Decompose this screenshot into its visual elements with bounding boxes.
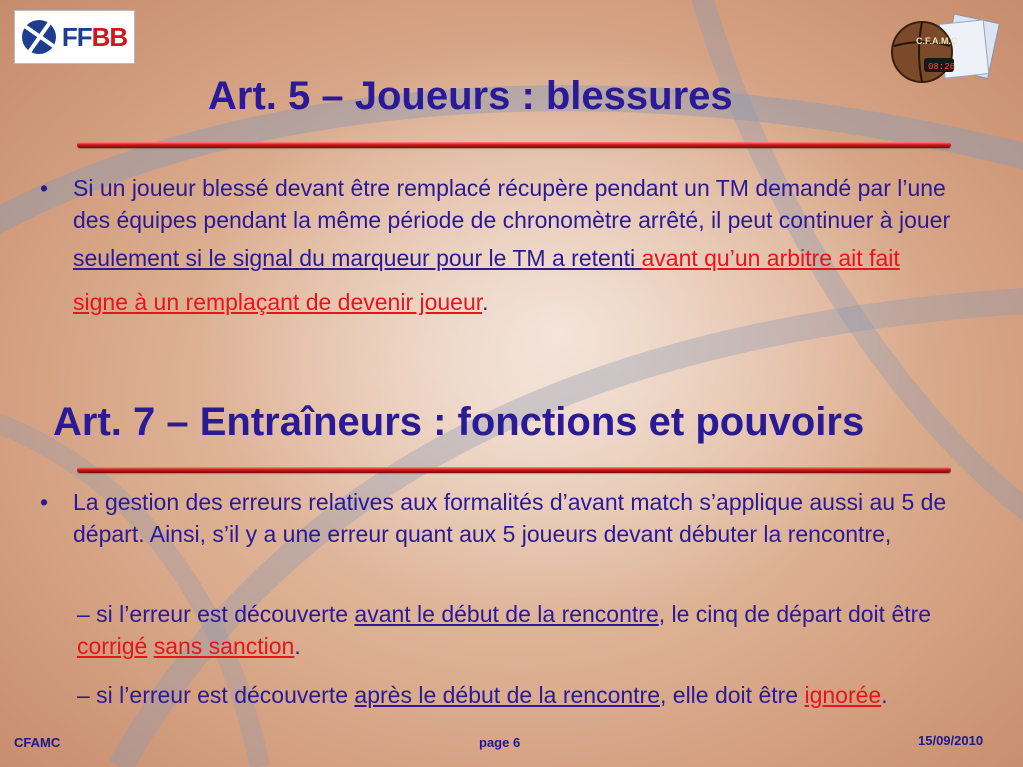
bullet-marker: • bbox=[40, 175, 49, 201]
cfamc-emblem-icon bbox=[890, 12, 1000, 88]
footer-organization: CFAMC bbox=[14, 735, 61, 750]
bullet-art7: • La gestion des erreurs relatives aux formalités d’avant match s’applique aussi au 5 de départ. Ainsi, s’il y a une erreur quant aux 5 joueurs devant débuter la rencontre, bbox=[73, 486, 1003, 550]
sub-item-after-start: – si l’erreur est découverte après le début de la rencontre, elle doit être ignorée. bbox=[77, 682, 888, 708]
bullet-art5: • Si un joueur blessé devant être remplacé récupère pendant un TM demandé par l’une des équipes pendant la même période de chronomètre arrêté, il peut continuer à jouer seulement si le signal du marqueur pour le TM a retenti avant qu’un arbitre ait fait signe à un remplaçant de devenir joueur. bbox=[73, 172, 953, 324]
emblem-clock: 08:26 bbox=[928, 62, 956, 72]
footer-date: 15/09/2010 bbox=[918, 733, 984, 748]
title-divider bbox=[77, 467, 951, 473]
section-title-art5: Art. 5 – Joueurs : blessures bbox=[208, 74, 733, 118]
red-emphasis: corrigé bbox=[77, 633, 148, 659]
sub-item-before-start: – si l’erreur est découverte avant le début de la rencontre, le cinq de départ doit être corrigé sans sanction. bbox=[77, 601, 932, 659]
basketball-icon bbox=[22, 20, 56, 54]
red-emphasis: sans sanction bbox=[153, 633, 295, 659]
red-emphasis: avant qu’un arbitre ait fait signe à un remplaçant de devenir joueur bbox=[73, 245, 900, 315]
ffbb-logo bbox=[14, 10, 135, 64]
title-divider bbox=[77, 142, 951, 148]
logo-wordmark: FFBB bbox=[61, 21, 128, 52]
footer-page-number: page 6 bbox=[479, 735, 521, 750]
red-emphasis: ignorée bbox=[804, 682, 882, 708]
emblem-text: C.F.A.M.C bbox=[916, 36, 958, 46]
section-title-art7: Art. 7 – Entraîneurs : fonctions et pouvoirs bbox=[53, 400, 865, 444]
underlined-timing: avant le début de la rencontre bbox=[354, 601, 659, 627]
underlined-timing: après le début de la rencontre bbox=[354, 682, 660, 708]
bullet-marker: • bbox=[40, 489, 49, 515]
underlined-condition: seulement si le signal du marqueur pour le TM a retenti bbox=[73, 245, 642, 271]
